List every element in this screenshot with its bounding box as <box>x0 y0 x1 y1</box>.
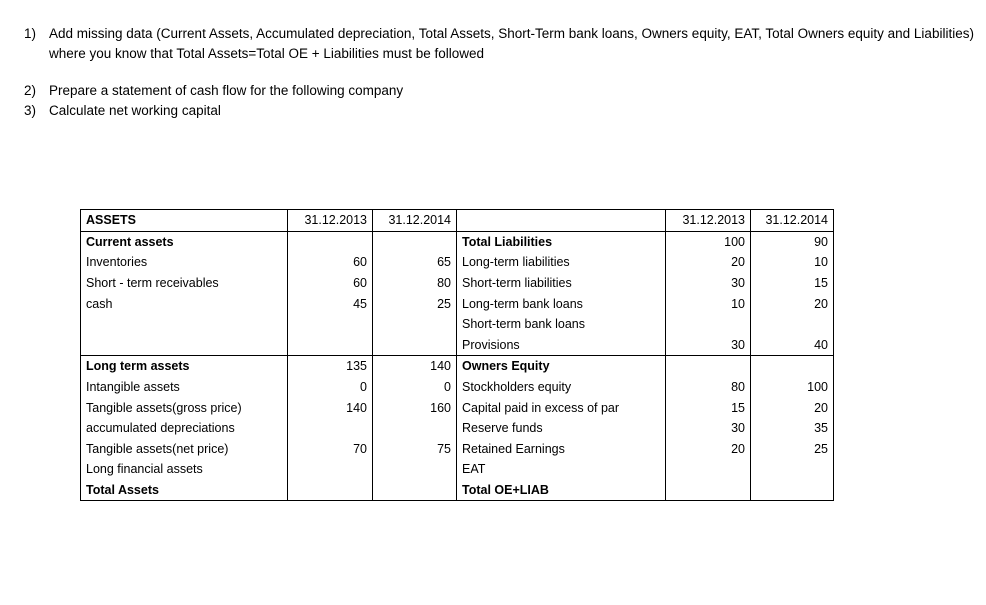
liability-2013: 100 <box>666 231 751 252</box>
liability-2013: 30 <box>666 418 751 439</box>
table-row <box>81 335 834 356</box>
header-date-2014-liab: 31.12.2014 <box>751 210 834 232</box>
asset-label <box>81 314 288 335</box>
asset-2013: 60 <box>288 252 373 273</box>
asset-2013: 70 <box>288 439 373 460</box>
asset-2014 <box>373 335 457 356</box>
table-row <box>81 293 834 314</box>
asset-label: cash <box>81 293 288 314</box>
liability-2013: 80 <box>666 377 751 398</box>
asset-2014: 75 <box>373 439 457 460</box>
asset-2014 <box>373 459 457 480</box>
asset-2013: 0 <box>288 377 373 398</box>
header-liabilities <box>457 210 666 232</box>
liability-label: Total Liabilities <box>457 231 666 252</box>
table-row <box>81 397 834 418</box>
liability-2014: 35 <box>751 418 834 439</box>
liability-2014 <box>751 314 834 335</box>
header-date-2014-assets: 31.12.2014 <box>373 210 457 232</box>
asset-label: Tangible assets(net price) <box>81 439 288 460</box>
table-row <box>81 439 834 460</box>
liability-2014: 10 <box>751 252 834 273</box>
liability-label: Total OE+LIAB <box>457 480 666 501</box>
asset-2013 <box>288 335 373 356</box>
table-header-row <box>81 210 834 232</box>
liability-label: Long-term bank loans <box>457 293 666 314</box>
liability-2013: 10 <box>666 293 751 314</box>
asset-2014: 140 <box>373 356 457 377</box>
asset-2013 <box>288 480 373 501</box>
asset-2014 <box>373 418 457 439</box>
liability-2013: 30 <box>666 335 751 356</box>
task-3-text: Calculate net working capital <box>49 102 221 118</box>
liability-2013 <box>666 356 751 377</box>
balance-sheet-table <box>80 209 834 501</box>
header-date-2013-assets: 31.12.2013 <box>288 210 373 232</box>
task-1 <box>24 24 974 63</box>
liability-label: Short-term liabilities <box>457 273 666 294</box>
asset-2014: 160 <box>373 397 457 418</box>
table-row <box>81 377 834 398</box>
liability-2013 <box>666 459 751 480</box>
asset-label: Current assets <box>81 231 288 252</box>
task-3 <box>24 101 974 121</box>
asset-label: accumulated depreciations <box>81 418 288 439</box>
liability-2013 <box>666 314 751 335</box>
asset-2014 <box>373 231 457 252</box>
liability-2013: 15 <box>666 397 751 418</box>
asset-2013: 45 <box>288 293 373 314</box>
asset-2013 <box>288 314 373 335</box>
asset-label: Tangible assets(gross price) <box>81 397 288 418</box>
asset-2013 <box>288 459 373 480</box>
instructions <box>24 24 974 120</box>
table-row <box>81 459 834 480</box>
asset-2014: 80 <box>373 273 457 294</box>
liability-2014: 20 <box>751 293 834 314</box>
task-2-text: Prepare a statement of cash flow for the following company <box>49 83 404 98</box>
liability-label: Owners Equity <box>457 356 666 377</box>
table-row <box>81 231 834 252</box>
table-row <box>81 273 834 294</box>
liability-2013: 20 <box>666 439 751 460</box>
asset-label: Intangible assets <box>81 377 288 398</box>
asset-label <box>81 335 288 356</box>
table-row <box>81 356 834 377</box>
table-row <box>81 480 834 501</box>
liability-label: Long-term liabilities <box>457 252 666 273</box>
liability-2014: 100 <box>751 377 834 398</box>
asset-label: Long financial assets <box>81 459 288 480</box>
liability-2014 <box>751 356 834 377</box>
asset-2014 <box>373 480 457 501</box>
liability-2013: 30 <box>666 273 751 294</box>
asset-2013 <box>288 418 373 439</box>
task-1-text: Add missing data (Current Assets, Accumulated depreciation, Total Assets, Short-Term bank loans, Owners equity, EAT, Total Owners equity and Liabilities) where you know that Total Assets=Total OE + Liabilities must be followed <box>49 26 974 61</box>
liability-label: Reserve funds <box>457 418 666 439</box>
task-2-number: 2) <box>24 83 37 98</box>
liability-label: Capital paid in excess of par <box>457 397 666 418</box>
liability-label: Retained Earnings <box>457 439 666 460</box>
liability-2014: 25 <box>751 439 834 460</box>
asset-2014 <box>373 314 457 335</box>
table-row <box>81 314 834 335</box>
liability-label: Short-term bank loans <box>457 314 666 335</box>
asset-2014: 0 <box>373 377 457 398</box>
liability-2013 <box>666 480 751 501</box>
liability-2014: 40 <box>751 335 834 356</box>
asset-2013: 140 <box>288 397 373 418</box>
asset-label: Short - term receivables <box>81 273 288 294</box>
table-body <box>81 231 834 501</box>
asset-2014: 25 <box>373 293 457 314</box>
asset-label: Total Assets <box>81 480 288 501</box>
asset-label: Long term assets <box>81 356 288 377</box>
header-assets: ASSETS <box>81 210 288 232</box>
header-date-2013-liab: 31.12.2013 <box>666 210 751 232</box>
liability-2014: 90 <box>751 231 834 252</box>
task-1-number: 1) <box>24 26 37 41</box>
liability-label: Stockholders equity <box>457 377 666 398</box>
liability-2014: 20 <box>751 397 834 418</box>
asset-2014: 65 <box>373 252 457 273</box>
liability-label: Provisions <box>457 335 666 356</box>
table-row <box>81 252 834 273</box>
asset-2013 <box>288 231 373 252</box>
task-3-number: 3) <box>24 102 37 118</box>
task-2 <box>24 81 974 101</box>
asset-2013: 135 <box>288 356 373 377</box>
table-row <box>81 418 834 439</box>
liability-label: EAT <box>457 459 666 480</box>
asset-2013: 60 <box>288 273 373 294</box>
liability-2014: 15 <box>751 273 834 294</box>
liability-2014 <box>751 459 834 480</box>
liability-2014 <box>751 480 834 501</box>
asset-label: Inventories <box>81 252 288 273</box>
liability-2013: 20 <box>666 252 751 273</box>
